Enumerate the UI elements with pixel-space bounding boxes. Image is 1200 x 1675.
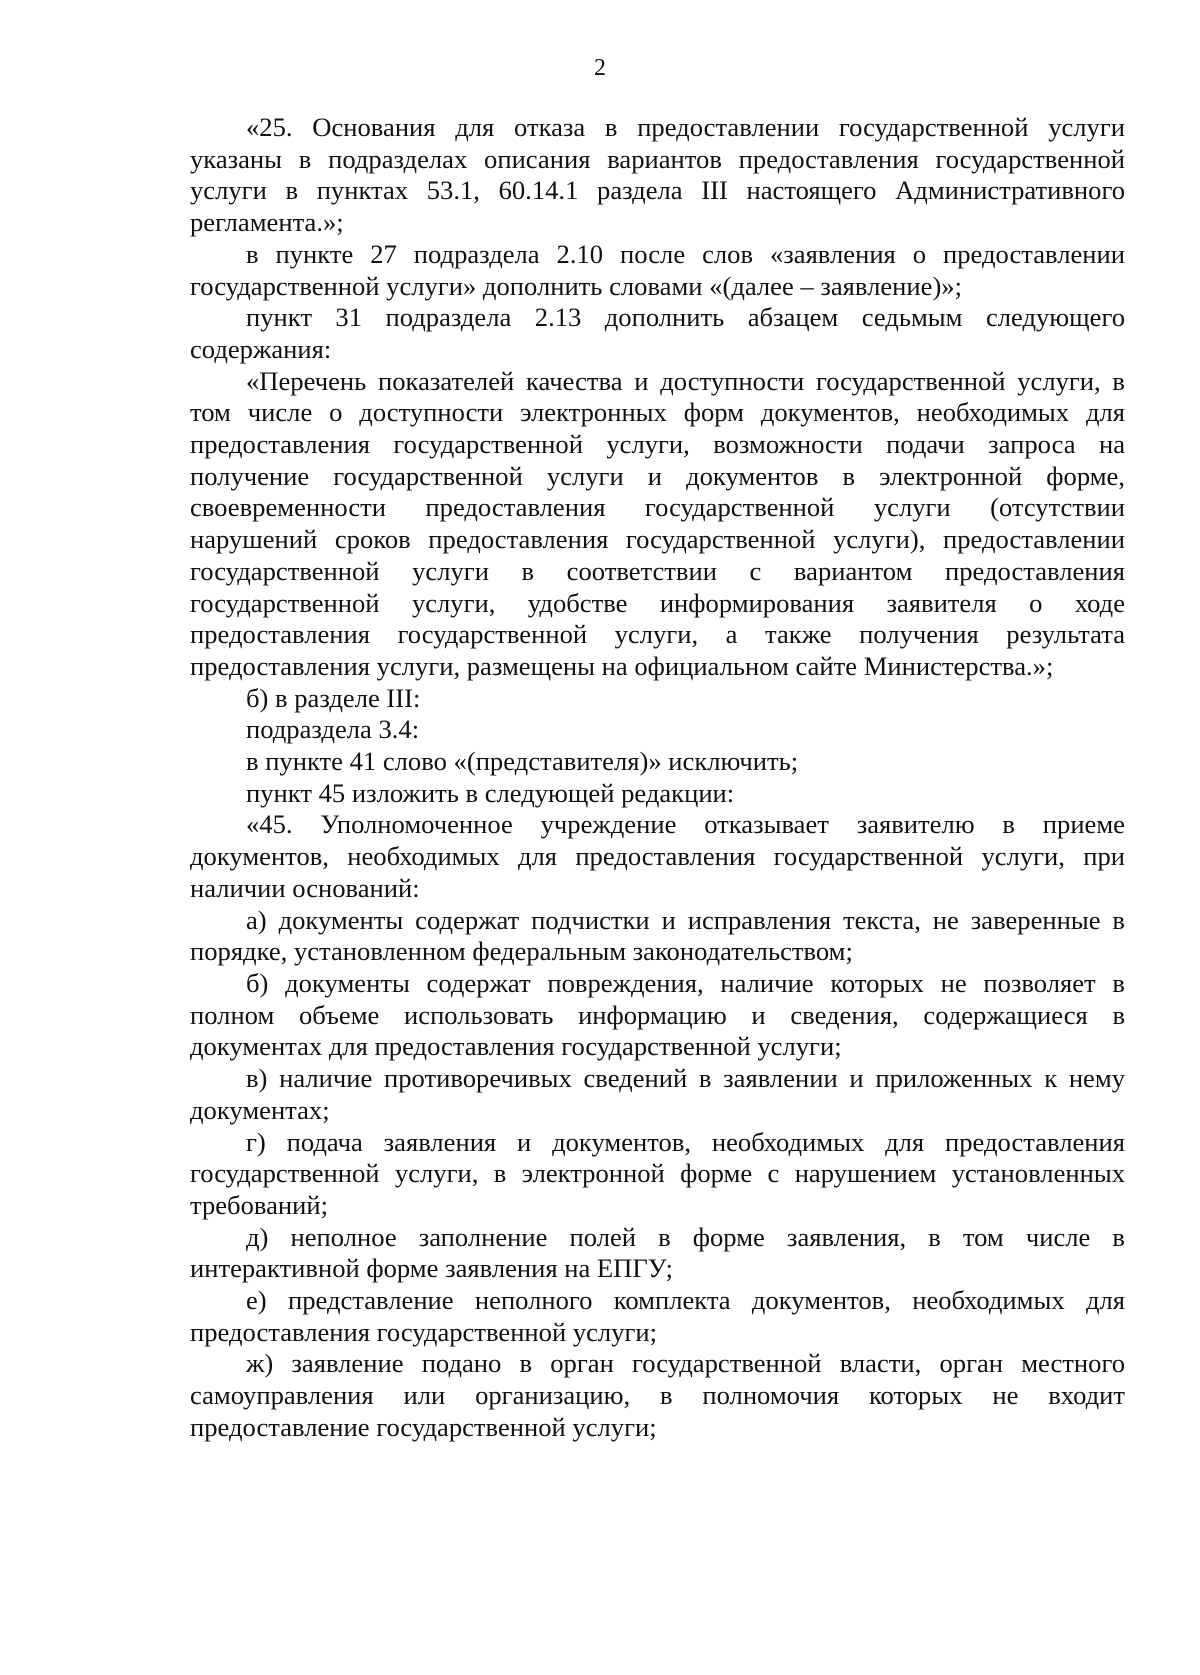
list-item-e: е) представление неполного комплекта документов, необходимых для предоставления государственной услуги; (190, 1285, 1125, 1347)
list-item-b: б) документы содержат повреждения, наличие которых не позволяет в полном объеме использовать информацию и сведения, содержащиеся в документах для предоставления государственной услуги; (190, 967, 1125, 1062)
paragraph-section-iii: б) в разделе III: (246, 682, 421, 713)
paragraph-item-25: «25. Основания для отказа в предоставлении государственной услуги указаны в подразделах описания вариантов предоставления государственной услуги в пунктах 53.1, 60.14.1 раздела III настоящего Административного регламента.»; (190, 112, 1125, 238)
list-item-a: а) документы содержат подчистки и исправления текста, не заверенные в порядке, установленном федеральным законодательством; (190, 904, 1125, 967)
paragraph-item-31-amendment: пункт 31 подраздела 2.13 дополнить абзацем седьмым следующего содержания: (190, 302, 1125, 364)
list-item-g: г) подача заявления и документов, необходимых для предоставления государственной услуги, в электронной форме с нарушением установленных требований; (190, 1126, 1125, 1220)
paragraph-quality-indicators: «Перечень показателей качества и доступности государственной услуги, в том числе о доступности электронных форм документов, необходимых для предоставления государственной услуги, возможности подачи запроса на получение государственной услуги и документов в электронной форме, своевременности предоставления государственной услуги (отсутствии нарушений сроков предоставления государственной услуги), предоставлении государственной услуги в соответствии с вариантом предоставления государственной услуги, удобстве информирования заявителя о ходе предоставления государственной услуги, а также получения результата предоставления услуги, размещены на официальном сайте Министерства.»; (190, 365, 1125, 681)
list-item-d: д) неполное заполнение полей в форме заявления, в том числе в интерактивной форме заявления на ЕПГУ; (190, 1221, 1125, 1284)
paragraph-item-45-intro: пункт 45 изложить в следующей редакции: (246, 777, 735, 808)
paragraph-item-27-amendment: в пункте 27 подраздела 2.10 после слов «заявления о предоставлении государственной услуги» дополнить словами «(далее – заявление)»; (190, 238, 1125, 301)
list-item-zh: ж) заявление подано в орган государственной власти, орган местного самоуправления или организацию, в полномочия которых не входит предоставление государственной услуги; (190, 1348, 1125, 1442)
paragraph-item-45: «45. Уполномоченное учреждение отказывает заявителю в приеме документов, необходимых для предоставления государственной услуги, при наличии оснований: (190, 809, 1125, 903)
list-item-v: в) наличие противоречивых сведений в заявлении и приложенных к нему документах; (190, 1063, 1125, 1125)
paragraph-item-41-amendment: в пункте 41 слово «(представителя)» исключить; (246, 746, 799, 777)
paragraph-subsection-3-4: подраздела 3.4: (246, 714, 420, 745)
page-number: 2 (594, 55, 606, 81)
document-body (190, 112, 1125, 1444)
